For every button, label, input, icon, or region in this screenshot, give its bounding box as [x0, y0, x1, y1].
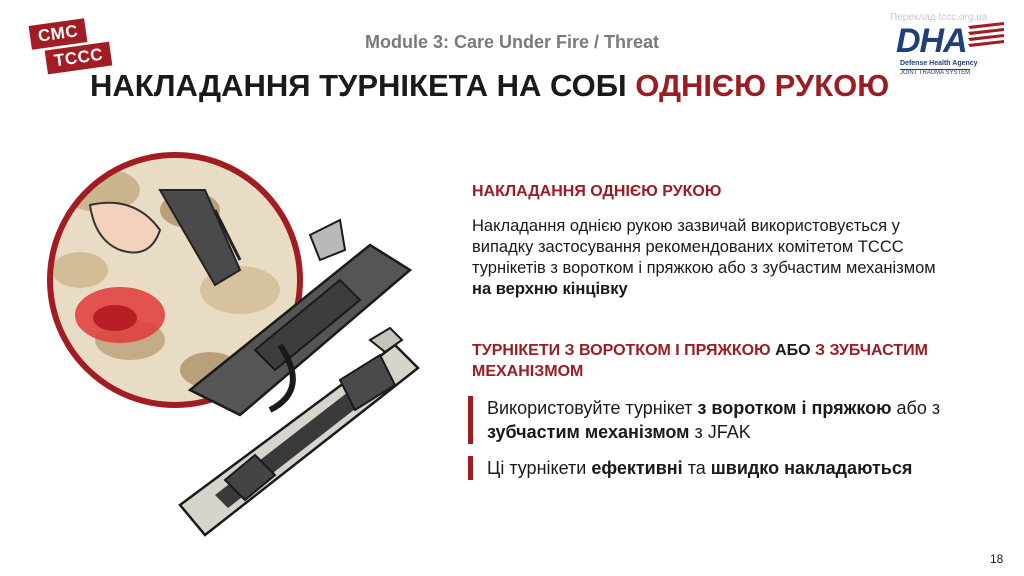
- section2-heading-b: АБО: [775, 342, 811, 359]
- bullet1-bold2: зубчастим механізмом: [487, 422, 690, 442]
- title-accent: ОДНІЄЮ РУКОЮ: [635, 68, 890, 103]
- dha-logo-text: DHA: [896, 22, 967, 60]
- bullet1-text2: або з: [891, 398, 941, 418]
- bullet2-bold2: швидко накладаються: [710, 458, 913, 478]
- bullet1-text: Використовуйте турнікет: [487, 398, 698, 418]
- section1-bold: на верхню кінцівку: [472, 280, 628, 298]
- tccc-badge: TCCC: [45, 42, 113, 75]
- section2-heading-c: З ЗУБЧАСТИМ МЕХАНІЗМОМ: [472, 342, 928, 380]
- bullet1-text3: з JFAK: [689, 422, 751, 442]
- tourniquet-illustration: [40, 150, 460, 550]
- title-main: НАКЛАДАННЯ ТУРНІКЕТА НА СОБІ: [90, 68, 636, 103]
- bullet1-bold1: з воротком і пряжкою: [697, 398, 892, 418]
- section1-text: Накладання однією рукою зазвичай використовується у випадку застосування рекомендованих комітетом TCCC турнікетів з воротком і пряжкою або з зубчастим механізмом: [472, 217, 936, 277]
- bullet-effective: [468, 456, 997, 480]
- module-subtitle: Module 3: Care Under Fire / Threat: [364, 32, 660, 52]
- section2-heading: [472, 340, 932, 382]
- section2-heading-a: ТУРНІКЕТИ З ВОРОТКОМ І ПРЯЖКОЮ: [472, 342, 776, 359]
- dha-logo-subtitle: Defense Health Agency: [900, 60, 978, 67]
- bullet2-text: Ці турнікети: [487, 458, 592, 478]
- bullet-jfak: [468, 396, 997, 444]
- translation-credit: Переклад tccc.org.ua: [890, 12, 988, 23]
- bullet2-bold1: ефективні: [591, 458, 683, 478]
- section1-heading: НАКЛАДАННЯ ОДНІЄЮ РУКОЮ: [472, 183, 722, 200]
- section1-paragraph: [472, 216, 942, 300]
- bullet2-text2: та: [682, 458, 711, 478]
- dha-logo-jts: JOINT TRAUMA SYSTEM: [900, 70, 971, 76]
- page-number: 18: [990, 552, 1004, 566]
- cmc-badge: CMC: [29, 18, 88, 50]
- page-title: [90, 68, 889, 104]
